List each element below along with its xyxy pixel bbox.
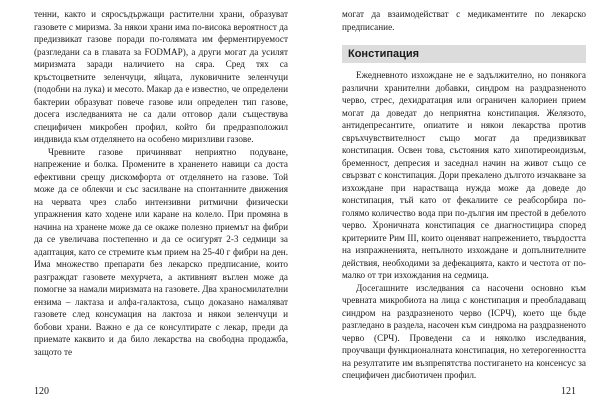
- left-paragraph-2: Чревните газове причиняват неприятно подуване, напрежение и болка. Промените в храненето навици са доста ефективни срещу дискомфорта от отделянето на газове. Той може да се облекчи и със засилване на спонтанните движения на червата чрез слабо интензивни ритмични физически упражнения като ходене или каране на колело. При промяна в начина на хранене може да се окаже полезно приемът на фибри да се увеличава постепенно и да се осигурят 2-3 седмици за адаптация, като се стремите към прием на 25-40 г фибри на ден. Има множество препарати без лекарско предписание, които разграждат газовете мехурчета, а активният въглен може да помогне за намали миризмата на газовете. Два храносмилателни ензима – лактаза и алфа-галактоза, също доказано намаляват газовете след консумация на лактоза и някои зеленчуци и бобови храни. Важно е да се консултирате с лекар, преди да приемате каквито и да било лекарства на свободна продажба, защото те: [34, 146, 288, 357]
- left-page-number: 120: [34, 386, 49, 397]
- right-page-text: [342, 8, 586, 382]
- right-paragraph-2: Досегашните изследвания са насочени основно към чревната микробиота на лица с констипация и преобладаващ синдром на раздразненото черво (IСРЧ), което ще бъде разгледано в раздела, насочен към синдрома на раздразненото черво (СРЧ). Проведени са и няколко изследвания, проучващи функционалната констипация, но хетерогенността на резултатите им възпрепятства постигането на консенсус за специфичен дисбиотичен профил.: [342, 282, 586, 380]
- right-intro-paragraph: могат да взаимодействат с медикаментите по лекарско предписание.: [342, 9, 586, 32]
- left-page-text: [34, 8, 288, 358]
- section-heading: Констипация: [342, 45, 586, 63]
- left-paragraph-1: тенни, както и сяросъдържащи растителни храни, образуват газовете с миризма. За някои храни има по-висока вероятност да предизвикат газове поради по-голямата им ферментируемост (разгледани са в главата за FODMAP), а други могат да усилят миризмата заради наличието на сяра. Сред тях са кръстоцветните зеленчуци, яйцата, луковичните зеленчуци (подобни на лука) и месото. Макар да е известно, че определени бактерии образуват повече газове или определен тип газове, досега изследванията не са дали отговор дали съществува специфичен микробен профил, който би предразположил индивида към отделянето на особено миризливи газове.: [34, 9, 288, 144]
- right-paragraph-1: Ежедневното изхождане не е задължително, но понякога различни хранителни добавки, синдром на раздразненото черво, стрес, дехидратация или ограничен калориен прием могат да доведат до неприятна констипация. Желязото, антидепресантите, опиатите и някои лекарства против свръхчувствителност също могат да предизвикват констипация. Освен това, състояния като хипотиреоидизъм, бременност, депресия и заседнал начин на живот също се свързват с констипация. Дори прекалено дългото изчакване за изхождане при нарастваща нужда може да доведе до констипация, тъй като от фекалиите се реабсорбира по-голямо количество вода при по-дългия им престой в дебелото черво. Хроничната констипация се диагностицира според критериите Рим III, които оценяват напрежението, твърдостта на изпражненията, непълното изхождане и допълнителните действия, необходими за дефекацията, както и честота от по-малко от три изхождания на седмица.: [342, 70, 586, 280]
- right-page-number: 121: [561, 386, 576, 397]
